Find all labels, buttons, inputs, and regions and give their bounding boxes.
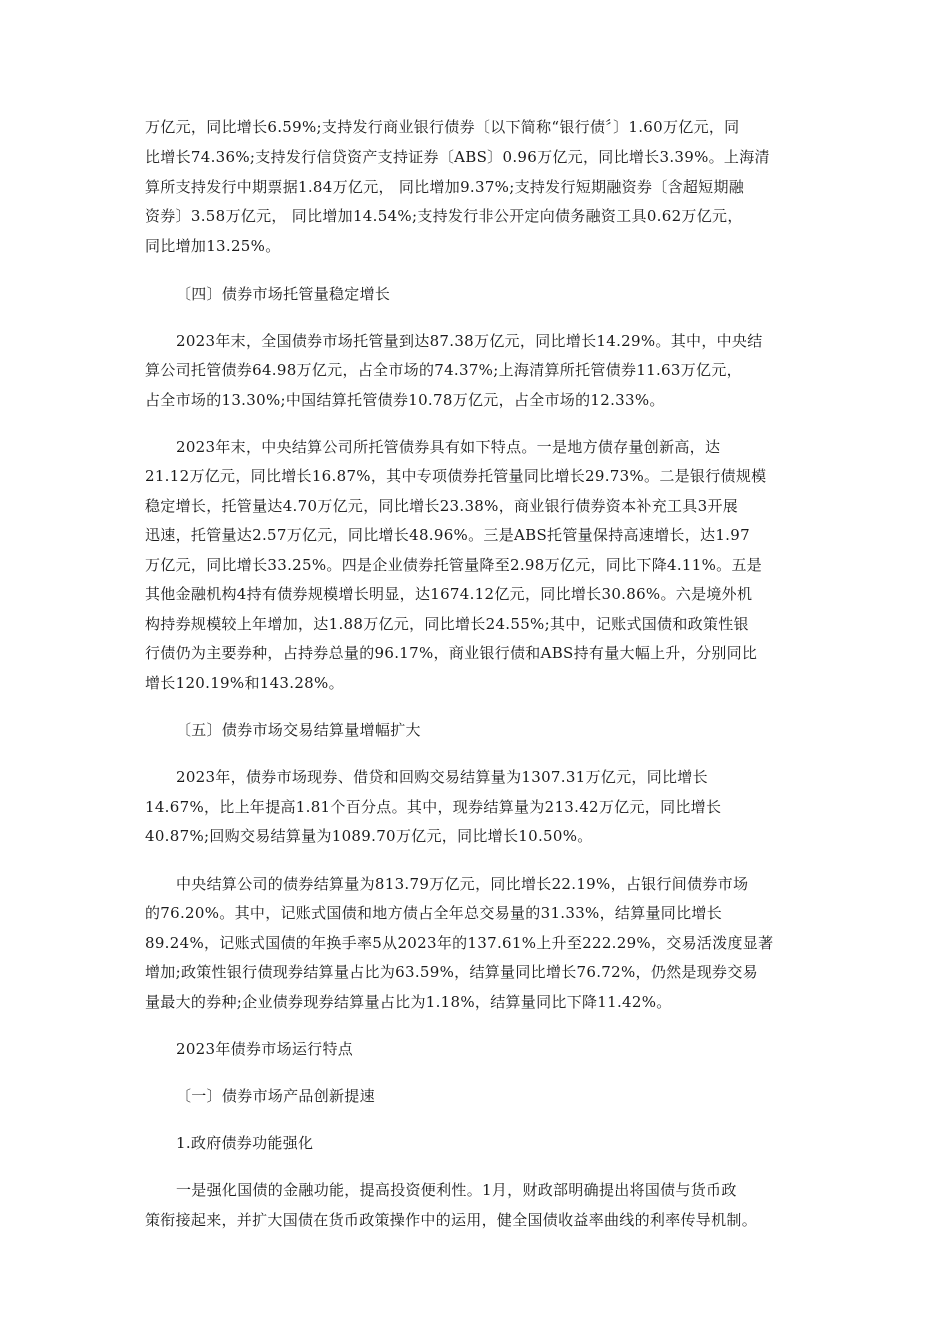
text-line: 增加;政策性银行债现券结算量占比为63.59%，结算量同比增长76.72%，仍然是现券交易 bbox=[145, 963, 758, 981]
text-line: 2023年，债券市场现券、借贷和回购交易结算量为1307.31万亿元，同比增长 bbox=[176, 768, 708, 786]
text-line: 资券〕3.58万亿元， 同比增加14.54%;支持发行非公开定向债务融资工具0.62万亿元， bbox=[145, 207, 743, 225]
text-line: 同比增加13.25%。 bbox=[145, 237, 281, 255]
text-line: 策衔接起来，并扩大国债在货币政策操作中的运用，健全国债收益率曲线的利率传导机制。 bbox=[145, 1211, 758, 1229]
text-line: 万亿元，同比增长33.25%。四是企业债券托管量降至2.98万亿元，同比下降4.11%。五是 bbox=[145, 556, 763, 574]
text-line: 行债仍为主要券种，占持券总量的96.17%，商业银行债和ABS持有量大幅上升，分别同比 bbox=[145, 644, 758, 662]
text-line: 迅速，托管量达2.57万亿元，同比增长48.96%。三是ABS托管量保持高速增长，达1.97 bbox=[145, 526, 750, 544]
text-line: 40.87%;回购交易结算量为1089.70万亿元，同比增长10.50%。 bbox=[145, 827, 593, 845]
text-line: 比增长74.36%;支持发行信贷资产支持证券〔ABS〕0.96万亿元，同比增长3.39%。上海清 bbox=[145, 148, 770, 166]
text-line: 一是强化国债的金融功能，提高投资便利性。1月，财政部明确提出将国债与货币政 bbox=[176, 1181, 737, 1199]
section-heading: 〔五〕债券市场交易结算量增幅扩大 bbox=[176, 721, 421, 739]
section-heading: 〔一〕债券市场产品创新提速 bbox=[176, 1087, 375, 1105]
text-line: 21.12万亿元，同比增长16.87%，其中专项债券托管量同比增长29.73%。二是银行债规模 bbox=[145, 467, 767, 485]
text-line: 稳定增长，托管量达4.70万亿元，同比增长23.38%，商业银行债券资本补充工具3开展 bbox=[145, 497, 739, 515]
text-line: 的76.20%。其中，记账式国债和地方债占全年总交易量的31.33%，结算量同比增长 bbox=[145, 904, 722, 922]
text-line: 2023年末，中央结算公司所托管债券具有如下特点。一是地方债存量创新高，达 bbox=[176, 438, 721, 456]
text-line: 中央结算公司的债券结算量为813.79万亿元，同比增长22.19%，占银行间债券市场 bbox=[176, 875, 749, 893]
section-heading: 2023年债券市场运行特点 bbox=[176, 1040, 354, 1058]
text-line: 其他金融机构4持有债券规模增长明显，达1674.12亿元，同比增长30.86%。六是境外机 bbox=[145, 585, 753, 603]
text-line: 占全市场的13.30%;中国结算托管债券10.78万亿元，占全市场的12.33%。 bbox=[145, 391, 665, 409]
text-line: 算所支持发行中期票据1.84万亿元， 同比增加9.37%;支持发行短期融资券〔含超短期融 bbox=[145, 178, 745, 196]
text-line: 89.24%，记账式国债的年换手率5从2023年的137.61%上升至222.29%，交易活泼度显著 bbox=[145, 934, 774, 952]
text-line: 2023年末，全国债券市场托管量到达87.38万亿元，同比增长14.29%。其中，中央结 bbox=[176, 332, 763, 350]
text-line: 构持券规模较上年增加，达1.88万亿元，同比增长24.55%;其中，记账式国债和政策性银 bbox=[145, 615, 749, 633]
subsection-heading: 1.政府债券功能强化 bbox=[176, 1134, 314, 1152]
text-line: 算公司托管债券64.98万亿元，占全市场的74.37%;上海清算所托管债券11.63万亿元， bbox=[145, 361, 742, 379]
text-line: 14.67%，比上年提高1.81个百分点。其中，现券结算量为213.42万亿元，同比增长 bbox=[145, 798, 722, 816]
section-heading: 〔四〕债券市场托管量稳定增长 bbox=[176, 285, 391, 303]
text-line: 万亿元，同比增长6.59%;支持发行商业银行债券〔以下简称“银行债〞〕1.60万亿元，同 bbox=[145, 118, 740, 136]
text-line: 量最大的券种;企业债券现券结算量占比为1.18%，结算量同比下降11.42%。 bbox=[145, 993, 672, 1011]
text-line: 增长120.19%和143.28%。 bbox=[145, 674, 344, 692]
